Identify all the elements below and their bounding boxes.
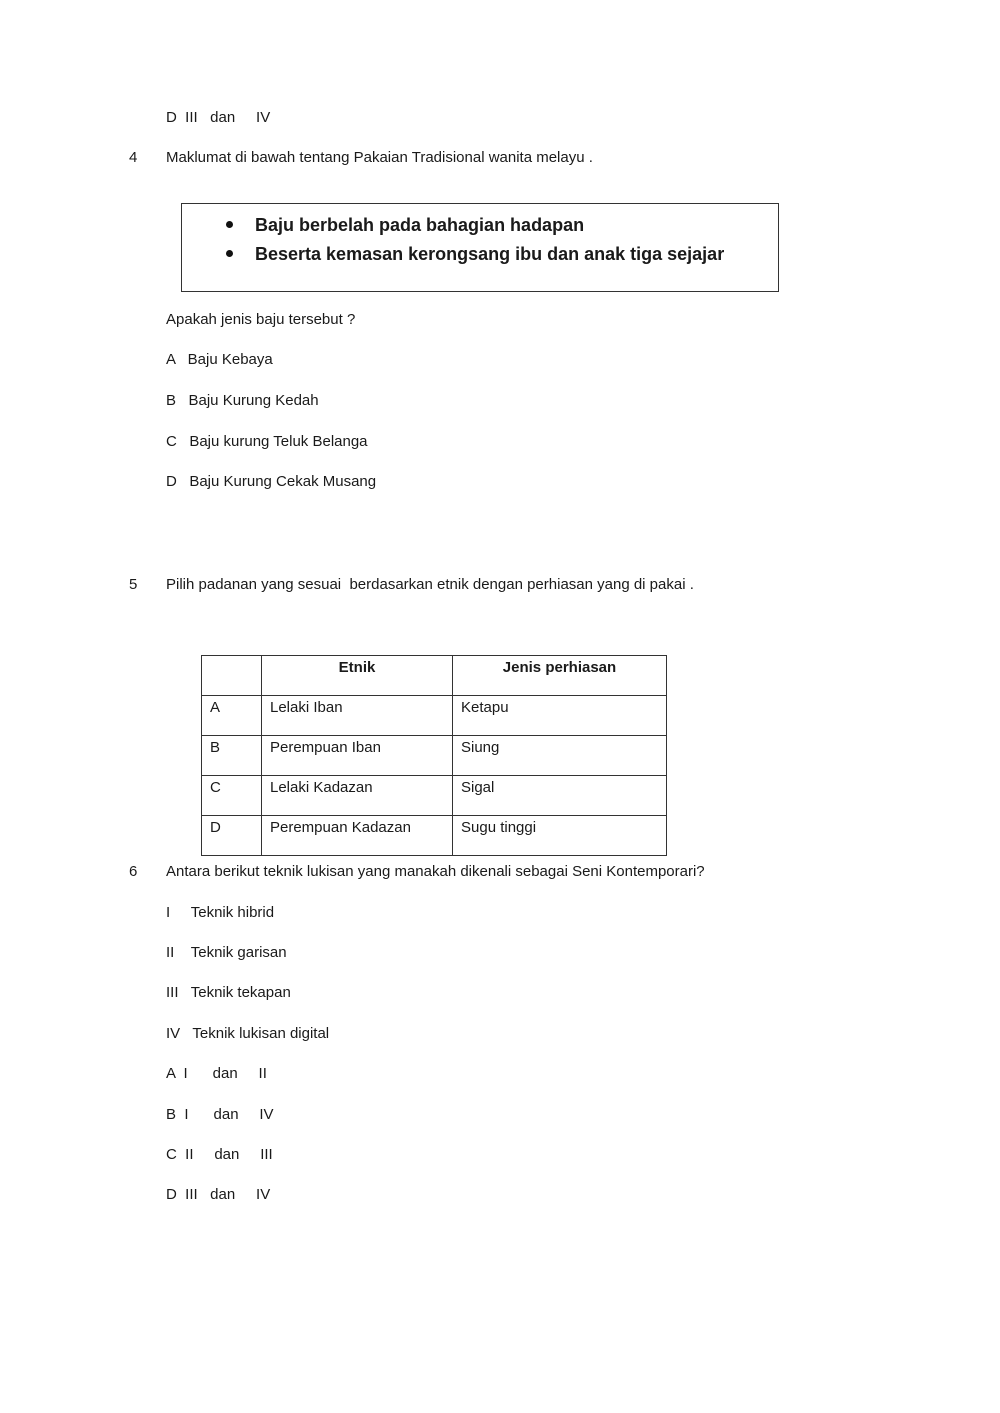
q4-bullet-2-text: Beserta kemasan kerongsang ibu dan anak tiga sejajar [255, 244, 725, 264]
q4-question: Apakah jenis baju tersebut ? [166, 311, 356, 328]
q6-statement-iv: IV Teknik lukisan digital [166, 1025, 330, 1042]
table-cell: Perempuan Kadazan [262, 816, 453, 856]
table-cell: Perempuan Iban [262, 736, 453, 776]
table-cell: Sigal [453, 776, 667, 816]
q4-prompt: Maklumat di bawah tentang Pakaian Tradisional wanita melayu . [166, 149, 593, 166]
table-cell: D [202, 816, 262, 856]
table-cell: Lelaki Kadazan [262, 776, 453, 816]
q4-option-c[interactable]: C Baju kurung Teluk Belanga [166, 433, 368, 450]
table-header-cell: Etnik [262, 656, 453, 696]
q6-number: 6 [129, 863, 138, 880]
q6-statement-i: I Teknik hibrid [166, 904, 275, 921]
q4-number: 4 [129, 149, 138, 166]
q4-option-b[interactable]: B Baju Kurung Kedah [166, 392, 319, 409]
q6-option-c[interactable]: C II dan III [166, 1146, 273, 1163]
table-header-cell: Jenis perhiasan [453, 656, 667, 696]
q6-option-b[interactable]: B I dan IV [166, 1106, 274, 1123]
q6-prompt: Antara berikut teknik lukisan yang manakah dikenali sebagai Seni Kontemporari? [166, 863, 705, 880]
table-row [202, 736, 667, 776]
table-cell: Lelaki Iban [262, 696, 453, 736]
prev-option-d: D III dan IV [166, 109, 271, 126]
table-header-row [202, 656, 667, 696]
table-cell: A [202, 696, 262, 736]
q4-bullet-1-text: Baju berbelah pada bahagian hadapan [255, 215, 585, 235]
table-row [202, 776, 667, 816]
table-cell: Ketapu [453, 696, 667, 736]
q6-option-d[interactable]: D III dan IV [166, 1186, 271, 1203]
q4-option-d[interactable]: D Baju Kurung Cekak Musang [166, 473, 377, 490]
bullet-icon [226, 250, 233, 257]
table-cell: B [202, 736, 262, 776]
q5-number: 5 [129, 576, 138, 593]
table-row [202, 816, 667, 856]
table-cell: Sugu tinggi [453, 816, 667, 856]
ethnic-jewellery-table [201, 655, 667, 856]
table-cell: C [202, 776, 262, 816]
table-header-cell [202, 656, 262, 696]
q5-prompt: Pilih padanan yang sesuai berdasarkan etnik dengan perhiasan yang di pakai . [166, 576, 694, 593]
q4-info-box [181, 203, 779, 292]
q4-option-a[interactable]: A Baju Kebaya [166, 351, 273, 368]
q6-statement-iii: III Teknik tekapan [166, 984, 291, 1001]
q6-statement-ii: II Teknik garisan [166, 944, 287, 961]
table-cell: Siung [453, 736, 667, 776]
q6-option-a[interactable]: A I dan II [166, 1065, 267, 1082]
table-row [202, 696, 667, 736]
bullet-icon [226, 221, 233, 228]
